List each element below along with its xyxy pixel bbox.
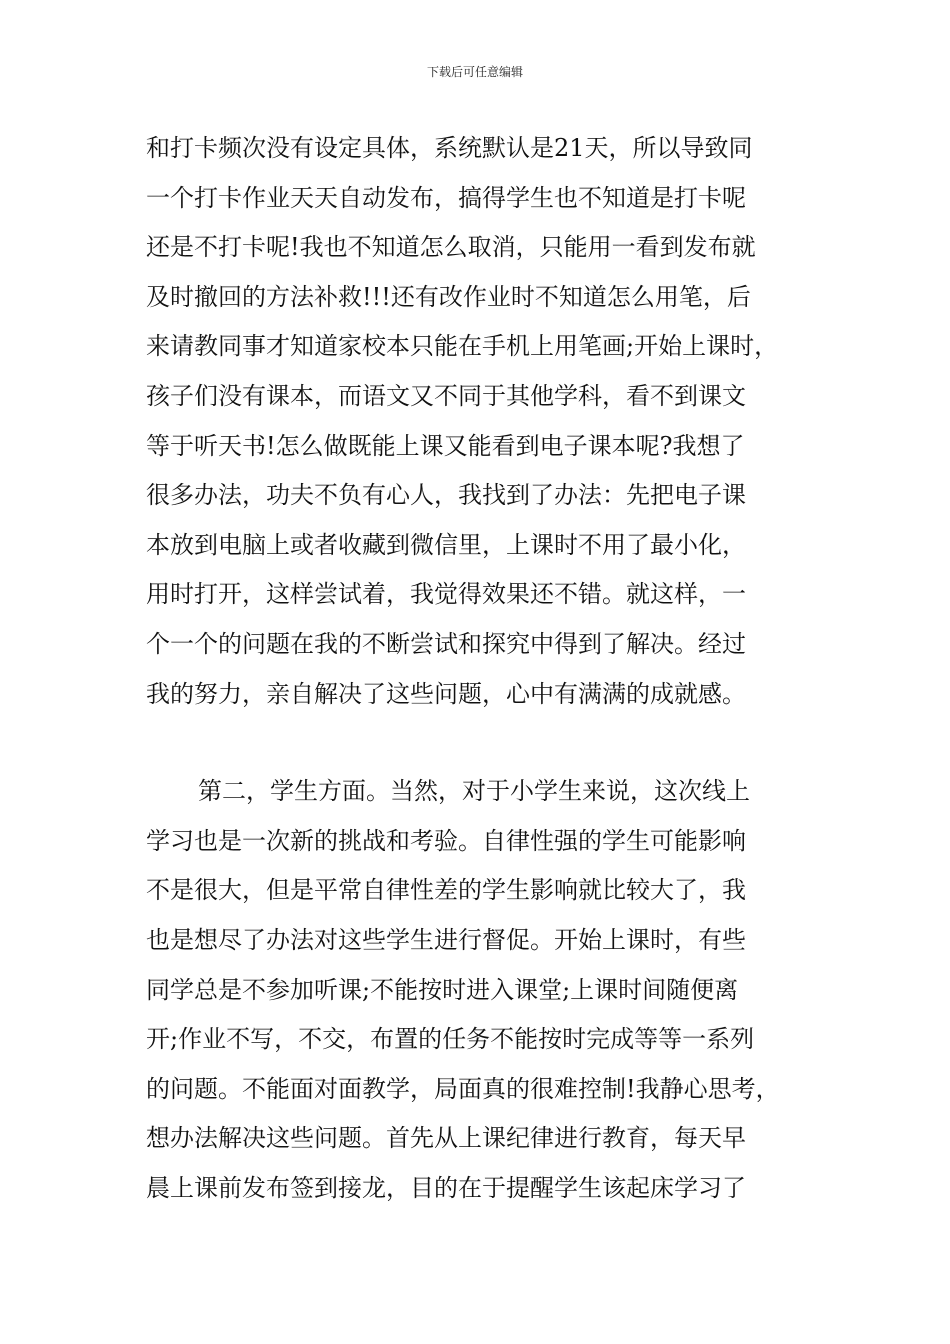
text-line: 孩子们没有课本，而语文又不同于其他学科，看不到课文 [146, 381, 746, 410]
text-line: 很多办法，功夫不负有心人，我找到了办法：先把电子课 [146, 481, 746, 510]
text-line: 晨上课前发布签到接龙，目的在于提醒学生该起床学习了 [146, 1173, 746, 1202]
text-line: 和打卡频次没有设定具体，系统默认是21天，所以导致同 [146, 134, 753, 162]
text-line: 来请教同事才知道家校本只能在手机上用笔画;开始上课时， [146, 332, 779, 361]
text-line: 同学总是不参加听课;不能按时进入课堂;上课时间随便离 [146, 975, 739, 1004]
page-header: 下载后可任意编辑 [426, 65, 523, 79]
text-line: 开;作业不写，不交，布置的任务不能按时完成等等一系列 [146, 1025, 755, 1054]
text-line: 及时撤回的方法补救!!!还有改作业时不知道怎么用笔，后 [146, 282, 751, 311]
text-line: 等于听天书!怎么做既能上课又能看到电子课本呢?我想了 [146, 431, 745, 460]
text-line: 个一个的问题在我的不断尝试和探究中得到了解决。经过 [146, 629, 746, 658]
text-line: 还是不打卡呢!我也不知道怎么取消，只能用一看到发布就 [146, 233, 756, 262]
text-line: 不是很大，但是平常自律性差的学生影响就比较大了，我 [146, 876, 746, 905]
text-line: 一个打卡作业天天自动发布，搞得学生也不知道是打卡呢 [146, 183, 746, 212]
paragraph-1 [146, 124, 826, 719]
text-line: 我的努力，亲自解决了这些问题，心中有满满的成就感。 [146, 679, 746, 708]
text-line: 用时打开，这样尝试着，我觉得效果还不错。就这样，一 [146, 580, 746, 609]
text-line: 本放到电脑上或者收藏到微信里，上课时不用了最小化， [146, 530, 746, 559]
text-line: 想办法解决这些问题。首先从上课纪律进行教育，每天早 [146, 1124, 746, 1153]
document-body [146, 124, 826, 1213]
text-line: 学习也是一次新的挑战和考验。自律性强的学生可能影响 [146, 826, 746, 855]
text-line-indented: 第二，学生方面。当然，对于小学生来说，这次线上 [198, 777, 750, 806]
paragraph-spacer [146, 719, 826, 767]
paragraph-2 [146, 767, 826, 1213]
text-line: 的问题。不能面对面教学，局面真的很难控制!我静心思考， [146, 1074, 780, 1103]
text-line: 也是想尽了办法对这些学生进行督促。开始上课时，有些 [146, 925, 746, 954]
